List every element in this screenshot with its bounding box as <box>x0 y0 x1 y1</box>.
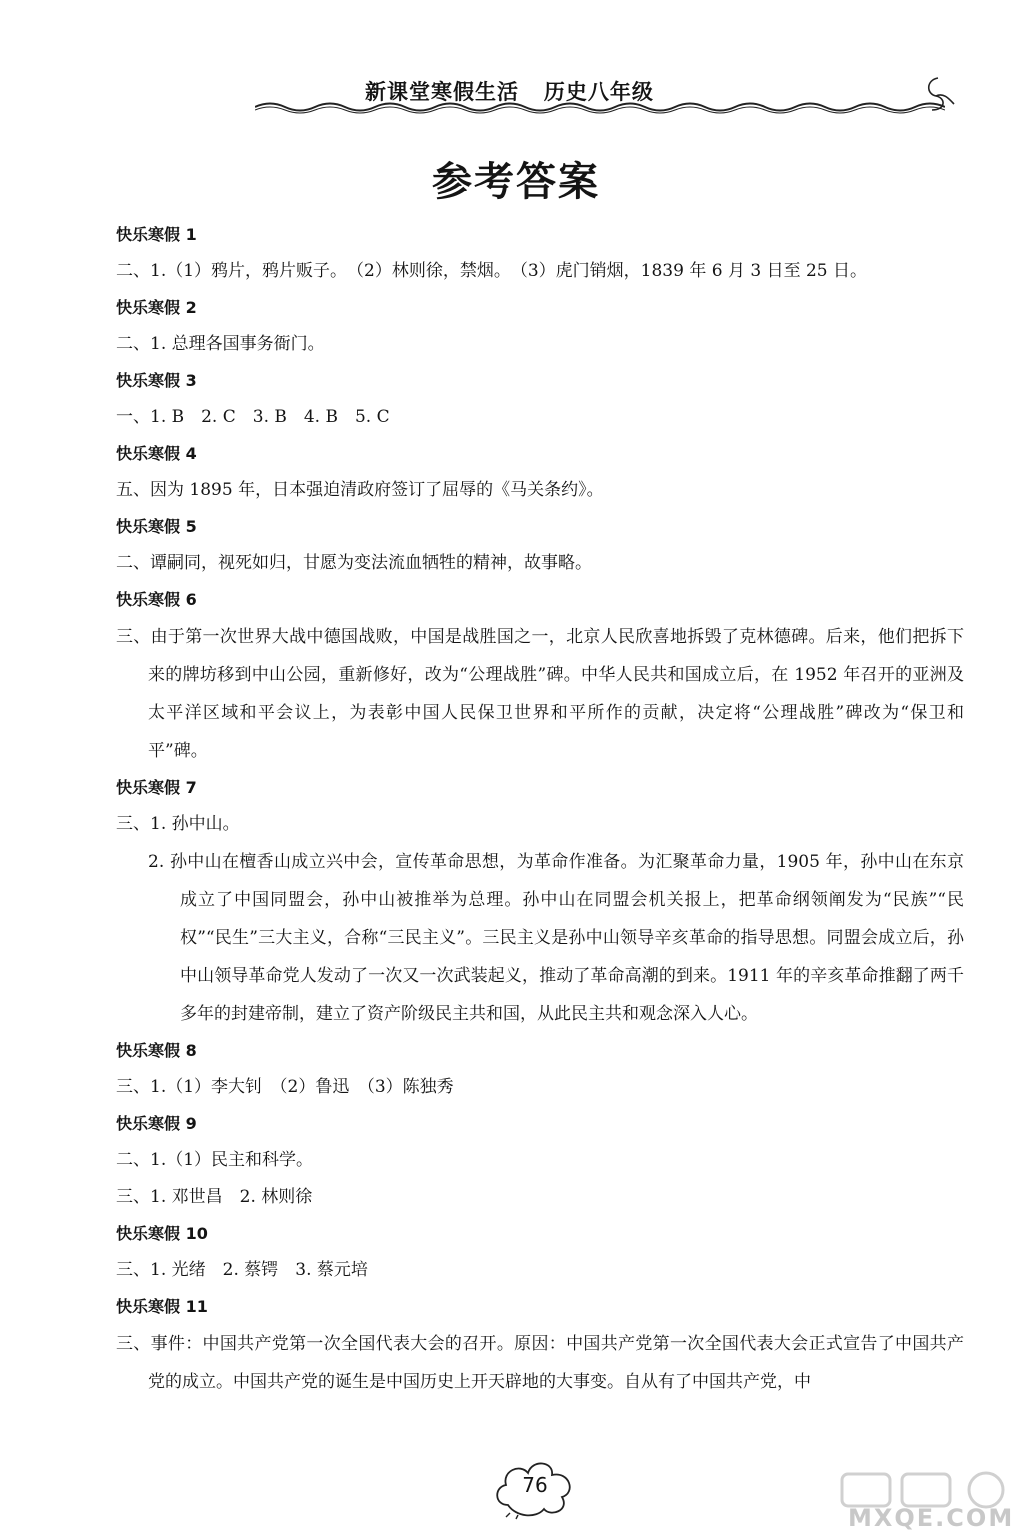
page-number: 76 <box>522 1473 548 1497</box>
answer-line: 三、1. 邓世昌 2. 林则徐 <box>116 1187 313 1207</box>
running-header-title: 新课堂寒假生活 历史八年级 <box>365 80 654 104</box>
section-heading: 快乐寒假 4 <box>116 444 197 463</box>
answer-line: 二、谭嗣同，视死如归，甘愿为变法流血牺牲的精神，故事略。 <box>116 553 592 573</box>
answer-line: 二、1.（1）鸦片，鸦片贩子。 （2）林则徐，禁烟。 （3）虎门销烟，1839 年 6 月 3 日至 25 日。 <box>116 261 868 281</box>
section-heading: 快乐寒假 2 <box>116 298 197 317</box>
answer-line: 三、1. 光绪 2. 蔡锷 3. 蔡元培 <box>116 1260 368 1280</box>
watermark-text: MXQE.COM <box>848 1504 1015 1532</box>
answer-content <box>116 217 964 1401</box>
answer-line: 三、1. 孙中山。 <box>116 814 240 834</box>
answer-paragraph: 三、事件：中国共产党第一次全国代表大会的召开。原因：中国共产党第一次全国代表大会正式宣告了中国共产党的成立。中国共产党的诞生是中国历史上开天辟地的大事变。自从有了中国共产党，中 <box>116 1334 964 1392</box>
section-heading: 快乐寒假 6 <box>116 590 197 609</box>
page-title: 参考答案 <box>432 159 600 205</box>
wavy-rule-decoration <box>255 100 945 114</box>
section-heading: 快乐寒假 11 <box>116 1297 208 1316</box>
answer-line: 一、1. B 2. C 3. B 4. B 5. C <box>116 407 390 427</box>
answer-paragraph: 三、由于第一次世界大战中德国战败，中国是战胜国之一，北京人民欣喜地拆毁了克林德碑。后来，他们把拆下来的牌坊移到中山公园，重新修好，改为“公理战胜”碑。中华人民共和国成立后，在 1952 年召开的亚洲及太平洋区域和平会议上，为表彰中国人民保卫世界和平所作的贡献，决定将“公理战胜”碑改为“保卫和平”碑。 <box>116 627 964 761</box>
running-header <box>255 60 975 130</box>
section-heading: 快乐寒假 1 <box>116 225 197 244</box>
section-heading: 快乐寒假 5 <box>116 517 197 536</box>
answer-line: 三、1.（1）李大钊 （2）鲁迅 （3）陈独秀 <box>116 1077 454 1097</box>
watermark <box>838 1470 1028 1532</box>
answer-line: 二、1. 总理各国事务衙门。 <box>116 334 325 354</box>
section-heading: 快乐寒假 9 <box>116 1114 197 1133</box>
section-heading: 快乐寒假 7 <box>116 778 197 797</box>
section-heading: 快乐寒假 3 <box>116 371 197 390</box>
flourish-icon <box>920 74 956 114</box>
answer-line: 二、1.（1）民主和科学。 <box>116 1150 314 1170</box>
answer-paragraph: 2. 孙中山在檀香山成立兴中会，宣传革命思想，为革命作准备。为汇聚革命力量，1905 年，孙中山在东京成立了中国同盟会，孙中山被推举为总理。孙中山在同盟会机关报上，把革命纲领阐发为“民族”“民权”“民生”三大主义，合称“三民主义”。三民主义是孙中山领导辛亥革命的指导思想。同盟会成立后，孙中山领导革命党人发动了一次又一次武装起义，推动了革命高潮的到来。1911 年的辛亥革命推翻了两千多年的封建帝制，建立了资产阶级民主共和国，从此民主共和观念深入人心。 <box>148 852 964 1024</box>
answer-line: 五、因为 1895 年，日本强迫清政府签订了屈辱的《马关条约》。 <box>116 480 604 500</box>
section-heading: 快乐寒假 8 <box>116 1041 197 1060</box>
page-number-badge <box>490 1453 580 1521</box>
section-heading: 快乐寒假 10 <box>116 1224 208 1243</box>
